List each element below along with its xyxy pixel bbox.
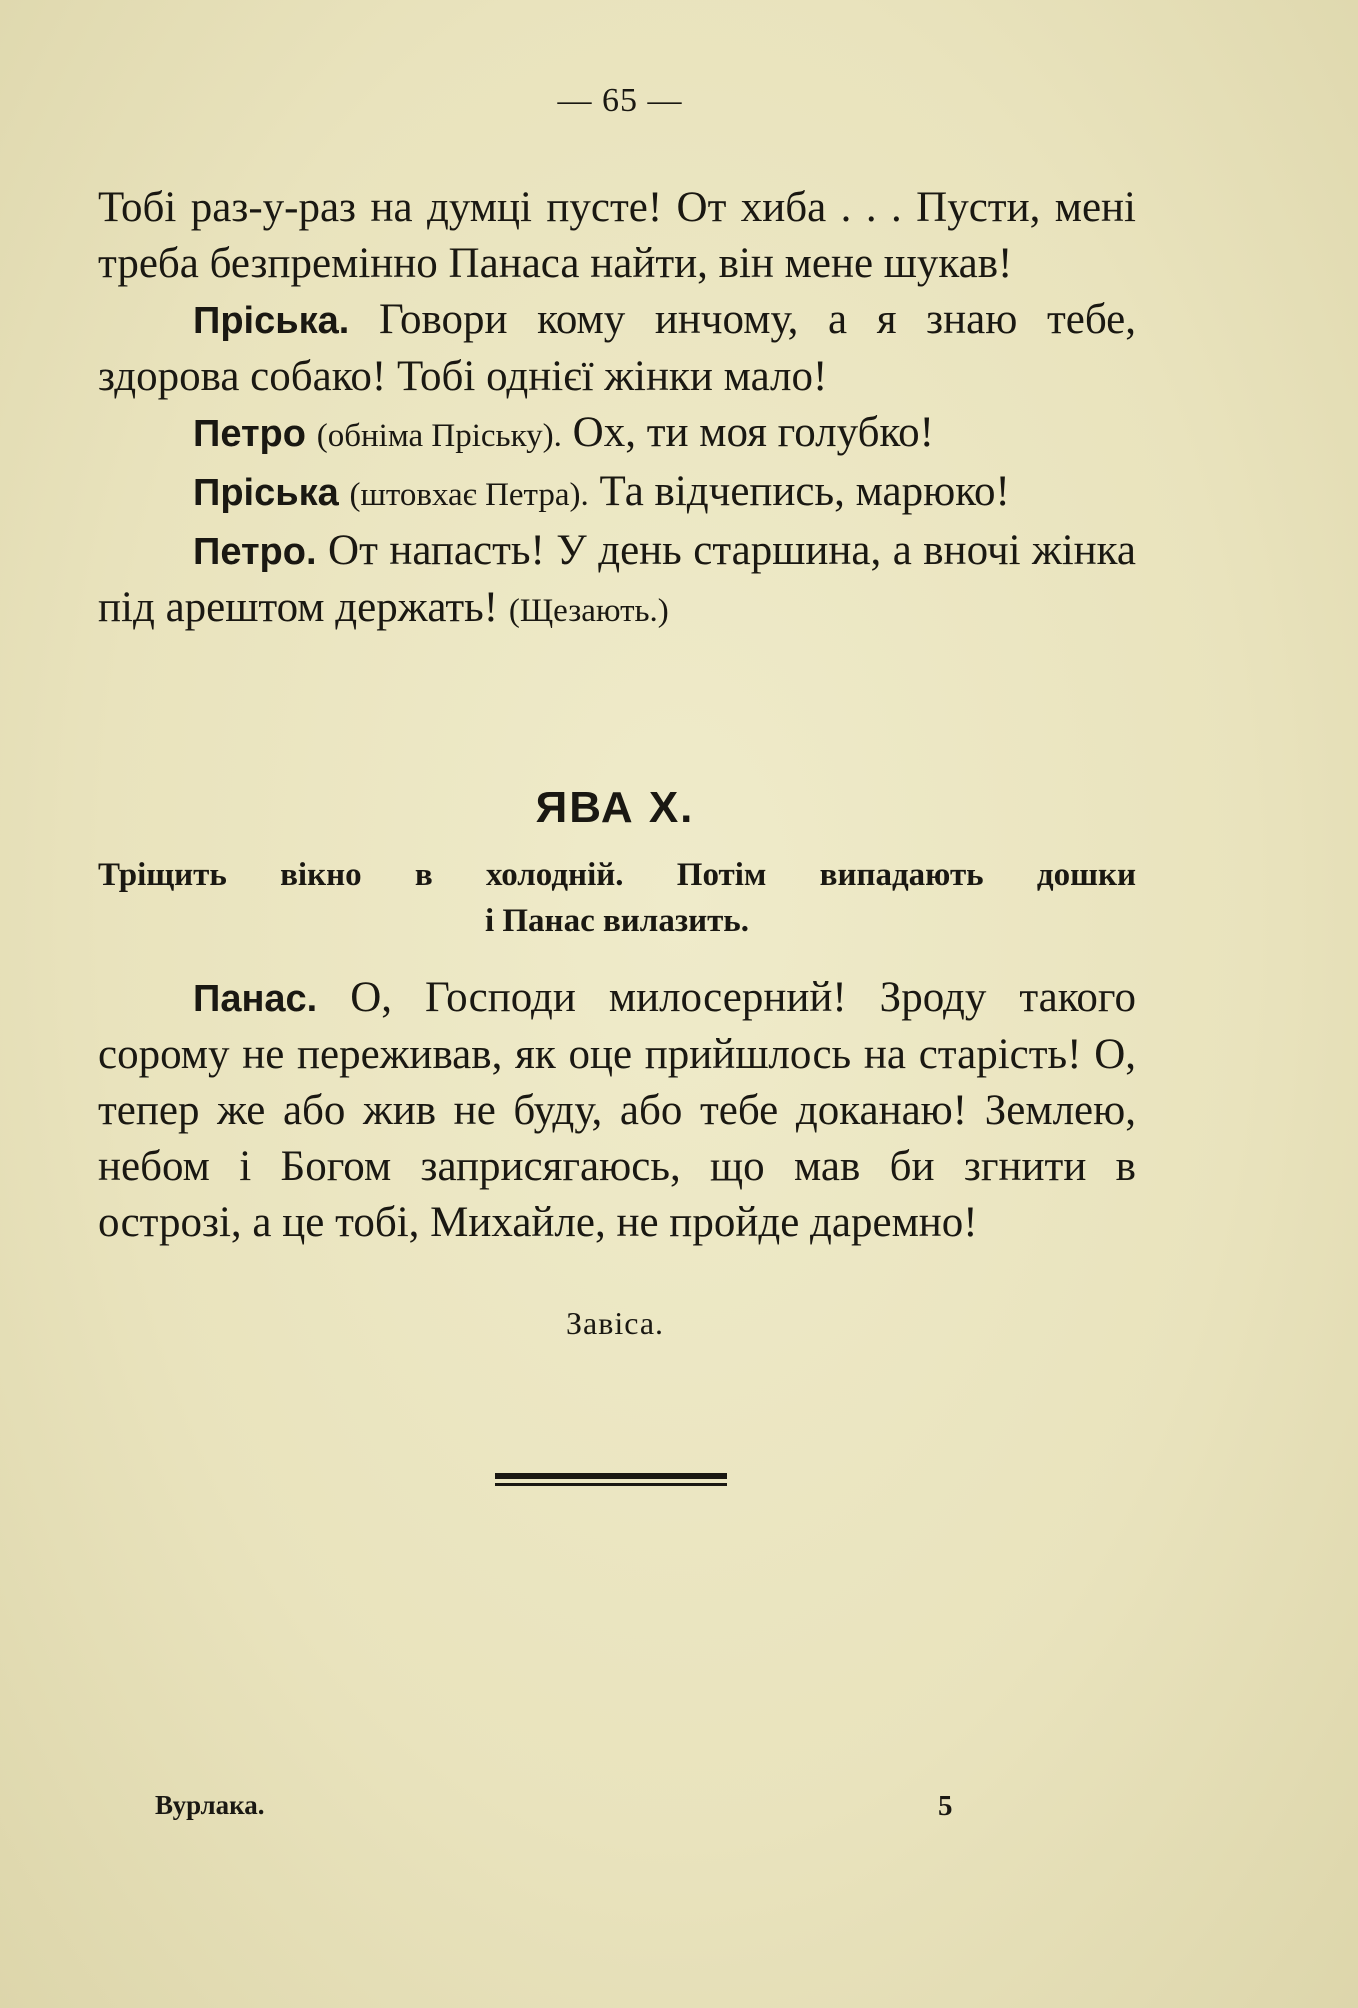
dialogue-text: О, Господи милосерний! Зроду такого сорому не переживав, як оце прийшлось на старість! О, тепер же або жив не буду, або тебе доканаю! Землею, небом і Богом заприсягаюсь, що мав би згнити в острозі, а це тобі, Михайле, не пройде даремно! <box>98 974 1136 1246</box>
rule-thick-line <box>495 1473 727 1479</box>
stage-direction: (штовхає Петра). <box>349 477 589 513</box>
dialogue-bottom <box>98 970 1136 1251</box>
speaker-name: Панас. <box>193 978 318 1020</box>
end-rule <box>495 1473 727 1487</box>
dialogue-line <box>98 970 1136 1251</box>
footer-sheet-number: 5 <box>938 1790 953 1822</box>
dialogue-line <box>98 405 1136 464</box>
curtain-direction: Завіса. <box>565 1305 665 1341</box>
stage-direction: (обніма Пріську). <box>316 418 562 454</box>
dialogue-line <box>98 464 1136 523</box>
dialogue-text: Тобі раз-у-раз на думці пусте! От хиба . . . Пусти, мені треба безпремінно Панаса найти, він мене шукав! <box>98 184 1136 287</box>
dialogue-line <box>98 292 1136 405</box>
stage-direction: (Щезають.) <box>508 593 669 629</box>
speaker-name: Петро. <box>193 531 317 573</box>
dialogue-line <box>98 523 1136 639</box>
speaker-name: Пріська. <box>193 300 350 342</box>
dialogue-text: Ох, ти моя голубко! <box>572 409 934 456</box>
dialogue-text: Та відчепись, марюко! <box>599 468 1010 515</box>
scene-direction-line: Тріщить вікно в холодній. Потім випадають дошки <box>98 857 1136 893</box>
footer-signature: Вурлака. <box>155 1790 265 1820</box>
speaker-name: Пріська <box>193 472 339 514</box>
dialogue-line <box>98 180 1136 292</box>
speaker-name: Петро <box>193 413 306 455</box>
page-number: — 65 — <box>557 82 683 119</box>
rule-thin-line <box>495 1483 727 1486</box>
scene-direction-line: і Панас вилазить. <box>484 903 750 939</box>
scene-direction <box>98 852 1136 944</box>
dialogue-text: Говори кому инчому, а я знаю тебе, здорова собако! Тобі однієї жінки мало! <box>98 296 1136 400</box>
dialogue-top <box>98 180 1136 639</box>
dialogue-text: От напасть! У день старшина, а вночі жінка під арештом держать! <box>98 527 1137 631</box>
scene-title: ЯВА X. <box>535 783 695 832</box>
